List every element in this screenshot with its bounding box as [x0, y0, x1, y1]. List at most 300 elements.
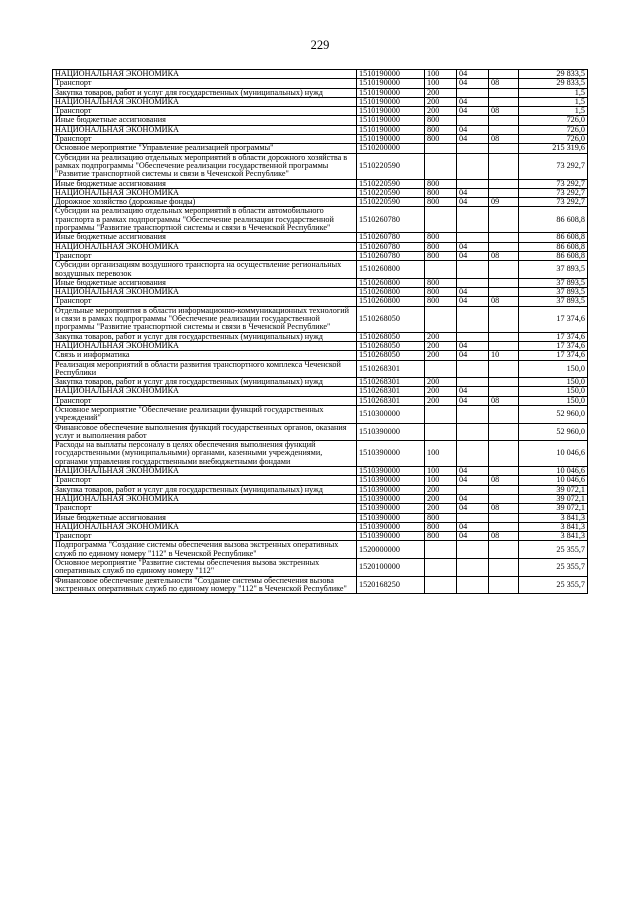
section-code: 04	[457, 97, 489, 106]
table-row	[53, 341, 588, 350]
section-code: 04	[457, 242, 489, 251]
row-name: Транспорт	[53, 79, 357, 88]
target-article-code: 1510260800	[357, 261, 425, 279]
table-row	[53, 116, 588, 125]
expense-type-code: 800	[425, 198, 457, 207]
amount-value: 86 608,8	[519, 242, 588, 251]
amount-value: 17 374,6	[519, 351, 588, 360]
target-article-code: 1510190000	[357, 79, 425, 88]
expense-type-code: 800	[425, 513, 457, 522]
table-row	[53, 522, 588, 531]
target-article-code: 1510260800	[357, 297, 425, 306]
amount-value: 1,5	[519, 88, 588, 97]
row-name: НАЦИОНАЛЬНАЯ ЭКОНОМИКА	[53, 494, 357, 503]
amount-value: 37 893,5	[519, 297, 588, 306]
section-code: 04	[457, 198, 489, 207]
section-code	[457, 332, 489, 341]
table-row	[53, 233, 588, 242]
section-code: 04	[457, 135, 489, 144]
row-name: НАЦИОНАЛЬНАЯ ЭКОНОМИКА	[53, 467, 357, 476]
amount-value: 3 841,3	[519, 522, 588, 531]
table-row	[53, 79, 588, 88]
row-name: Транспорт	[53, 476, 357, 485]
expense-type-code: 200	[425, 88, 457, 97]
section-code	[457, 116, 489, 125]
section-code	[457, 423, 489, 441]
amount-value: 39 072,1	[519, 494, 588, 503]
page-number: 229	[310, 38, 330, 52]
subsection-code: 09	[489, 198, 519, 207]
section-code	[457, 179, 489, 188]
target-article-code: 1510390000	[357, 467, 425, 476]
expense-type-code: 800	[425, 288, 457, 297]
expense-type-code: 100	[425, 467, 457, 476]
target-article-code: 1520000000	[357, 541, 425, 559]
section-code: 04	[457, 396, 489, 405]
target-article-code: 1510268050	[357, 341, 425, 350]
table-row	[53, 532, 588, 541]
target-article-code: 1510200000	[357, 144, 425, 153]
expense-type-code: 800	[425, 532, 457, 541]
target-article-code: 1510390000	[357, 522, 425, 531]
expense-type-code: 200	[425, 332, 457, 341]
amount-value: 86 608,8	[519, 207, 588, 233]
row-name: Подпрограмма "Создание системы обеспечения вызова экстренных оперативных служб по единому номеру "112" в Чеченской Республике"	[53, 541, 357, 559]
subsection-code	[489, 467, 519, 476]
target-article-code: 1510390000	[357, 423, 425, 441]
subsection-code	[489, 97, 519, 106]
section-code	[457, 261, 489, 279]
table-row	[53, 242, 588, 251]
amount-value: 10 046,6	[519, 441, 588, 467]
section-code: 04	[457, 351, 489, 360]
target-article-code: 1510220590	[357, 188, 425, 197]
table-row	[53, 332, 588, 341]
expense-type-code	[425, 261, 457, 279]
target-article-code: 1510390000	[357, 476, 425, 485]
section-code: 04	[457, 476, 489, 485]
subsection-code	[489, 494, 519, 503]
section-code: 04	[457, 188, 489, 197]
row-name: Транспорт	[53, 107, 357, 116]
row-name: Иные бюджетные ассигнования	[53, 278, 357, 287]
amount-value: 215 319,6	[519, 144, 588, 153]
table-row	[53, 423, 588, 441]
subsection-code	[489, 144, 519, 153]
row-name: НАЦИОНАЛЬНАЯ ЭКОНОМИКА	[53, 522, 357, 531]
row-name: НАЦИОНАЛЬНАЯ ЭКОНОМИКА	[53, 387, 357, 396]
table-row	[53, 441, 588, 467]
budget-table	[52, 69, 588, 594]
target-article-code: 1520168250	[357, 576, 425, 594]
row-name: Транспорт	[53, 251, 357, 260]
row-name: Закупка товаров, работ и услуг для государственных (муниципальных) нужд	[53, 378, 357, 387]
table-row	[53, 70, 588, 79]
expense-type-code: 200	[425, 494, 457, 503]
subsection-code	[489, 341, 519, 350]
amount-value: 3 841,3	[519, 513, 588, 522]
expense-type-code: 100	[425, 70, 457, 79]
table-row	[53, 559, 588, 577]
target-article-code: 1510190000	[357, 125, 425, 134]
amount-value: 17 374,6	[519, 332, 588, 341]
expense-type-code	[425, 306, 457, 332]
row-name: Отдельные мероприятия в области информационно-коммуникационных технологий и связи в рамках подпрограммы "Обеспечение реализации государственной программы "Развитие транспортной системы и связи в Чеченской Республике"	[53, 306, 357, 332]
subsection-code	[489, 513, 519, 522]
expense-type-code: 200	[425, 504, 457, 513]
target-article-code: 1510220590	[357, 153, 425, 179]
amount-value: 73 292,7	[519, 179, 588, 188]
section-code	[457, 559, 489, 577]
target-article-code: 1510190000	[357, 116, 425, 125]
target-article-code: 1510190000	[357, 70, 425, 79]
subsection-code: 08	[489, 396, 519, 405]
row-name: НАЦИОНАЛЬНАЯ ЭКОНОМИКА	[53, 288, 357, 297]
subsection-code	[489, 88, 519, 97]
expense-type-code: 800	[425, 297, 457, 306]
target-article-code: 1510390000	[357, 441, 425, 467]
amount-value: 17 374,6	[519, 341, 588, 350]
row-name: Транспорт	[53, 396, 357, 405]
row-name: Иные бюджетные ассигнования	[53, 233, 357, 242]
subsection-code	[489, 576, 519, 594]
expense-type-code: 200	[425, 107, 457, 116]
section-code: 04	[457, 297, 489, 306]
expense-type-code: 800	[425, 179, 457, 188]
amount-value: 73 292,7	[519, 153, 588, 179]
table-row	[53, 378, 588, 387]
expense-type-code	[425, 207, 457, 233]
table-row	[53, 107, 588, 116]
section-code: 04	[457, 504, 489, 513]
row-name: Дорожное хозяйство (дорожные фонды)	[53, 198, 357, 207]
expense-type-code: 800	[425, 251, 457, 260]
expense-type-code: 800	[425, 233, 457, 242]
subsection-code: 08	[489, 135, 519, 144]
amount-value: 37 893,5	[519, 261, 588, 279]
expense-type-code	[425, 153, 457, 179]
section-code: 04	[457, 251, 489, 260]
subsection-code	[489, 522, 519, 531]
subsection-code	[489, 405, 519, 423]
subsection-code: 08	[489, 297, 519, 306]
amount-value: 25 355,7	[519, 576, 588, 594]
subsection-code	[489, 125, 519, 134]
subsection-code	[489, 278, 519, 287]
table-row	[53, 97, 588, 106]
row-name: НАЦИОНАЛЬНАЯ ЭКОНОМИКА	[53, 70, 357, 79]
target-article-code: 1510260780	[357, 233, 425, 242]
expense-type-code: 800	[425, 522, 457, 531]
expense-type-code: 100	[425, 441, 457, 467]
section-code	[457, 576, 489, 594]
subsection-code	[489, 485, 519, 494]
subsection-code	[489, 360, 519, 378]
target-article-code: 1510260780	[357, 251, 425, 260]
amount-value: 52 960,0	[519, 405, 588, 423]
row-name: НАЦИОНАЛЬНАЯ ЭКОНОМИКА	[53, 242, 357, 251]
expense-type-code: 200	[425, 341, 457, 350]
expense-type-code: 200	[425, 396, 457, 405]
target-article-code: 1510268050	[357, 351, 425, 360]
amount-value: 150,0	[519, 360, 588, 378]
row-name: Основное мероприятие "Управление реализацией программы"	[53, 144, 357, 153]
expense-type-code: 200	[425, 97, 457, 106]
target-article-code: 1510300000	[357, 405, 425, 423]
row-name: НАЦИОНАЛЬНАЯ ЭКОНОМИКА	[53, 97, 357, 106]
amount-value: 37 893,5	[519, 278, 588, 287]
row-name: Транспорт	[53, 532, 357, 541]
target-article-code: 1510268301	[357, 360, 425, 378]
expense-type-code: 800	[425, 125, 457, 134]
amount-value: 150,0	[519, 378, 588, 387]
subsection-code: 08	[489, 532, 519, 541]
row-name: Финансовое обеспечение выполнения функций государственных органов, оказания услуг и выполнения работ	[53, 423, 357, 441]
row-name: Реализация мероприятий в области развития транспортного комплекса Чеченской Республики	[53, 360, 357, 378]
section-code: 04	[457, 494, 489, 503]
subsection-code	[489, 288, 519, 297]
section-code	[457, 513, 489, 522]
target-article-code: 1510220590	[357, 179, 425, 188]
subsection-code	[489, 70, 519, 79]
expense-type-code: 800	[425, 278, 457, 287]
target-article-code: 1510260800	[357, 288, 425, 297]
row-name: Транспорт	[53, 135, 357, 144]
target-article-code: 1510390000	[357, 532, 425, 541]
row-name: Основное мероприятие "Развитие системы обеспечения вызова экстренных оперативных служб по единому номеру "112"	[53, 559, 357, 577]
section-code	[457, 153, 489, 179]
expense-type-code: 200	[425, 387, 457, 396]
expense-type-code	[425, 144, 457, 153]
row-name: Расходы на выплаты персоналу в целях обеспечения выполнения функций государственными (муниципальными) органами, казенными учреждениями, органами управления государственными внебюджетными фондами	[53, 441, 357, 467]
target-article-code: 1510190000	[357, 97, 425, 106]
amount-value: 86 608,8	[519, 251, 588, 260]
subsection-code	[489, 153, 519, 179]
target-article-code: 1510260800	[357, 278, 425, 287]
amount-value: 10 046,6	[519, 467, 588, 476]
row-name: Иные бюджетные ассигнования	[53, 513, 357, 522]
expense-type-code: 800	[425, 135, 457, 144]
expense-type-code: 200	[425, 485, 457, 494]
table-row	[53, 261, 588, 279]
subsection-code: 10	[489, 351, 519, 360]
expense-type-code	[425, 559, 457, 577]
amount-value: 726,0	[519, 116, 588, 125]
subsection-code	[489, 423, 519, 441]
subsection-code	[489, 207, 519, 233]
section-code	[457, 207, 489, 233]
table-row	[53, 494, 588, 503]
subsection-code	[489, 242, 519, 251]
expense-type-code: 100	[425, 79, 457, 88]
amount-value: 39 072,1	[519, 485, 588, 494]
subsection-code	[489, 116, 519, 125]
section-code	[457, 278, 489, 287]
section-code: 04	[457, 125, 489, 134]
subsection-code	[489, 306, 519, 332]
table-row	[53, 387, 588, 396]
table-row	[53, 135, 588, 144]
target-article-code: 1510260780	[357, 242, 425, 251]
section-code: 04	[457, 70, 489, 79]
table-row	[53, 198, 588, 207]
table-row	[53, 476, 588, 485]
subsection-code: 08	[489, 504, 519, 513]
row-name: НАЦИОНАЛЬНАЯ ЭКОНОМИКА	[53, 188, 357, 197]
expense-type-code: 800	[425, 242, 457, 251]
target-article-code: 1510220590	[357, 198, 425, 207]
amount-value: 726,0	[519, 125, 588, 134]
amount-value: 150,0	[519, 387, 588, 396]
expense-type-code: 200	[425, 351, 457, 360]
row-name: Субсидии на реализацию отдельных мероприятий в области дорожного хозяйства в рамках подпрограммы "Обеспечение реализации государственной программы "Развитие транспортной системы и связи в Чеченской Республике"	[53, 153, 357, 179]
table-row	[53, 467, 588, 476]
budget-table-body	[53, 70, 588, 594]
section-code: 04	[457, 532, 489, 541]
section-code	[457, 144, 489, 153]
section-code	[457, 360, 489, 378]
section-code	[457, 485, 489, 494]
subsection-code	[489, 233, 519, 242]
table-row	[53, 513, 588, 522]
target-article-code: 1510190000	[357, 88, 425, 97]
table-row	[53, 351, 588, 360]
target-article-code: 1520100000	[357, 559, 425, 577]
amount-value: 17 374,6	[519, 306, 588, 332]
section-code: 04	[457, 341, 489, 350]
subsection-code	[489, 541, 519, 559]
table-row	[53, 576, 588, 594]
amount-value: 73 292,7	[519, 198, 588, 207]
section-code: 04	[457, 79, 489, 88]
amount-value: 52 960,0	[519, 423, 588, 441]
table-row	[53, 297, 588, 306]
target-article-code: 1510390000	[357, 494, 425, 503]
section-code	[457, 441, 489, 467]
section-code	[457, 378, 489, 387]
target-article-code: 1510268301	[357, 387, 425, 396]
row-name: Закупка товаров, работ и услуг для государственных (муниципальных) нужд	[53, 88, 357, 97]
table-row	[53, 278, 588, 287]
expense-type-code	[425, 360, 457, 378]
subsection-code: 08	[489, 107, 519, 116]
amount-value: 1,5	[519, 107, 588, 116]
subsection-code	[489, 332, 519, 341]
amount-value: 29 833,5	[519, 79, 588, 88]
amount-value: 1,5	[519, 97, 588, 106]
subsection-code	[489, 378, 519, 387]
section-code: 04	[457, 387, 489, 396]
subsection-code	[489, 387, 519, 396]
table-row	[53, 88, 588, 97]
section-code	[457, 306, 489, 332]
amount-value: 39 072,1	[519, 504, 588, 513]
table-row	[53, 251, 588, 260]
table-row	[53, 207, 588, 233]
row-name: НАЦИОНАЛЬНАЯ ЭКОНОМИКА	[53, 125, 357, 134]
expense-type-code: 800	[425, 116, 457, 125]
amount-value: 25 355,7	[519, 541, 588, 559]
expense-type-code	[425, 576, 457, 594]
row-name: Закупка товаров, работ и услуг для государственных (муниципальных) нужд	[53, 485, 357, 494]
target-article-code: 1510268301	[357, 378, 425, 387]
section-code	[457, 405, 489, 423]
table-row	[53, 306, 588, 332]
amount-value: 25 355,7	[519, 559, 588, 577]
table-row	[53, 179, 588, 188]
table-row	[53, 485, 588, 494]
section-code	[457, 233, 489, 242]
row-name: Закупка товаров, работ и услуг для государственных (муниципальных) нужд	[53, 332, 357, 341]
row-name: Транспорт	[53, 297, 357, 306]
expense-type-code	[425, 405, 457, 423]
subsection-code	[489, 188, 519, 197]
table-row	[53, 405, 588, 423]
table-row	[53, 153, 588, 179]
target-article-code: 1510268301	[357, 396, 425, 405]
row-name: Субсидии организациям воздушного транспорта на осуществление региональных воздушных перевозок	[53, 261, 357, 279]
section-code: 04	[457, 522, 489, 531]
row-name: Связь и информатика	[53, 351, 357, 360]
target-article-code: 1510190000	[357, 135, 425, 144]
subsection-code: 08	[489, 251, 519, 260]
table-row	[53, 541, 588, 559]
row-name: Основное мероприятие "Обеспечение реализации функций государственных учреждений"	[53, 405, 357, 423]
row-name: НАЦИОНАЛЬНАЯ ЭКОНОМИКА	[53, 341, 357, 350]
subsection-code: 08	[489, 476, 519, 485]
expense-type-code	[425, 541, 457, 559]
row-name: Транспорт	[53, 504, 357, 513]
target-article-code: 1510260780	[357, 207, 425, 233]
subsection-code	[489, 179, 519, 188]
amount-value: 29 833,5	[519, 70, 588, 79]
table-row	[53, 396, 588, 405]
table-row	[53, 188, 588, 197]
amount-value: 10 046,6	[519, 476, 588, 485]
row-name: Иные бюджетные ассигнования	[53, 116, 357, 125]
section-code: 04	[457, 288, 489, 297]
table-row	[53, 504, 588, 513]
expense-type-code	[425, 423, 457, 441]
row-name: Иные бюджетные ассигнования	[53, 179, 357, 188]
table-row	[53, 288, 588, 297]
expense-type-code: 200	[425, 378, 457, 387]
subsection-code	[489, 261, 519, 279]
row-name: Субсидии на реализацию отдельных мероприятий в области автомобильного транспорта в рамках подпрограммы "Обеспечение реализации государственной программы "Развитие транспортной системы и связи в Чеченской Республике"	[53, 207, 357, 233]
amount-value: 73 292,7	[519, 188, 588, 197]
target-article-code: 1510190000	[357, 107, 425, 116]
section-code: 04	[457, 107, 489, 116]
amount-value: 3 841,3	[519, 532, 588, 541]
expense-type-code: 800	[425, 188, 457, 197]
subsection-code	[489, 559, 519, 577]
subsection-code	[489, 441, 519, 467]
section-code: 04	[457, 467, 489, 476]
target-article-code: 1510390000	[357, 513, 425, 522]
amount-value: 86 608,8	[519, 233, 588, 242]
subsection-code: 08	[489, 79, 519, 88]
table-row	[53, 144, 588, 153]
table-row	[53, 125, 588, 134]
row-name: Финансовое обеспечение деятельности "Создание системы обеспечения вызова экстренных оперативных служб по единому номеру "112" в Чеченской Республике"	[53, 576, 357, 594]
target-article-code: 1510268050	[357, 306, 425, 332]
expense-type-code: 100	[425, 476, 457, 485]
amount-value: 726,0	[519, 135, 588, 144]
target-article-code: 1510390000	[357, 485, 425, 494]
amount-value: 150,0	[519, 396, 588, 405]
section-code	[457, 88, 489, 97]
section-code	[457, 541, 489, 559]
